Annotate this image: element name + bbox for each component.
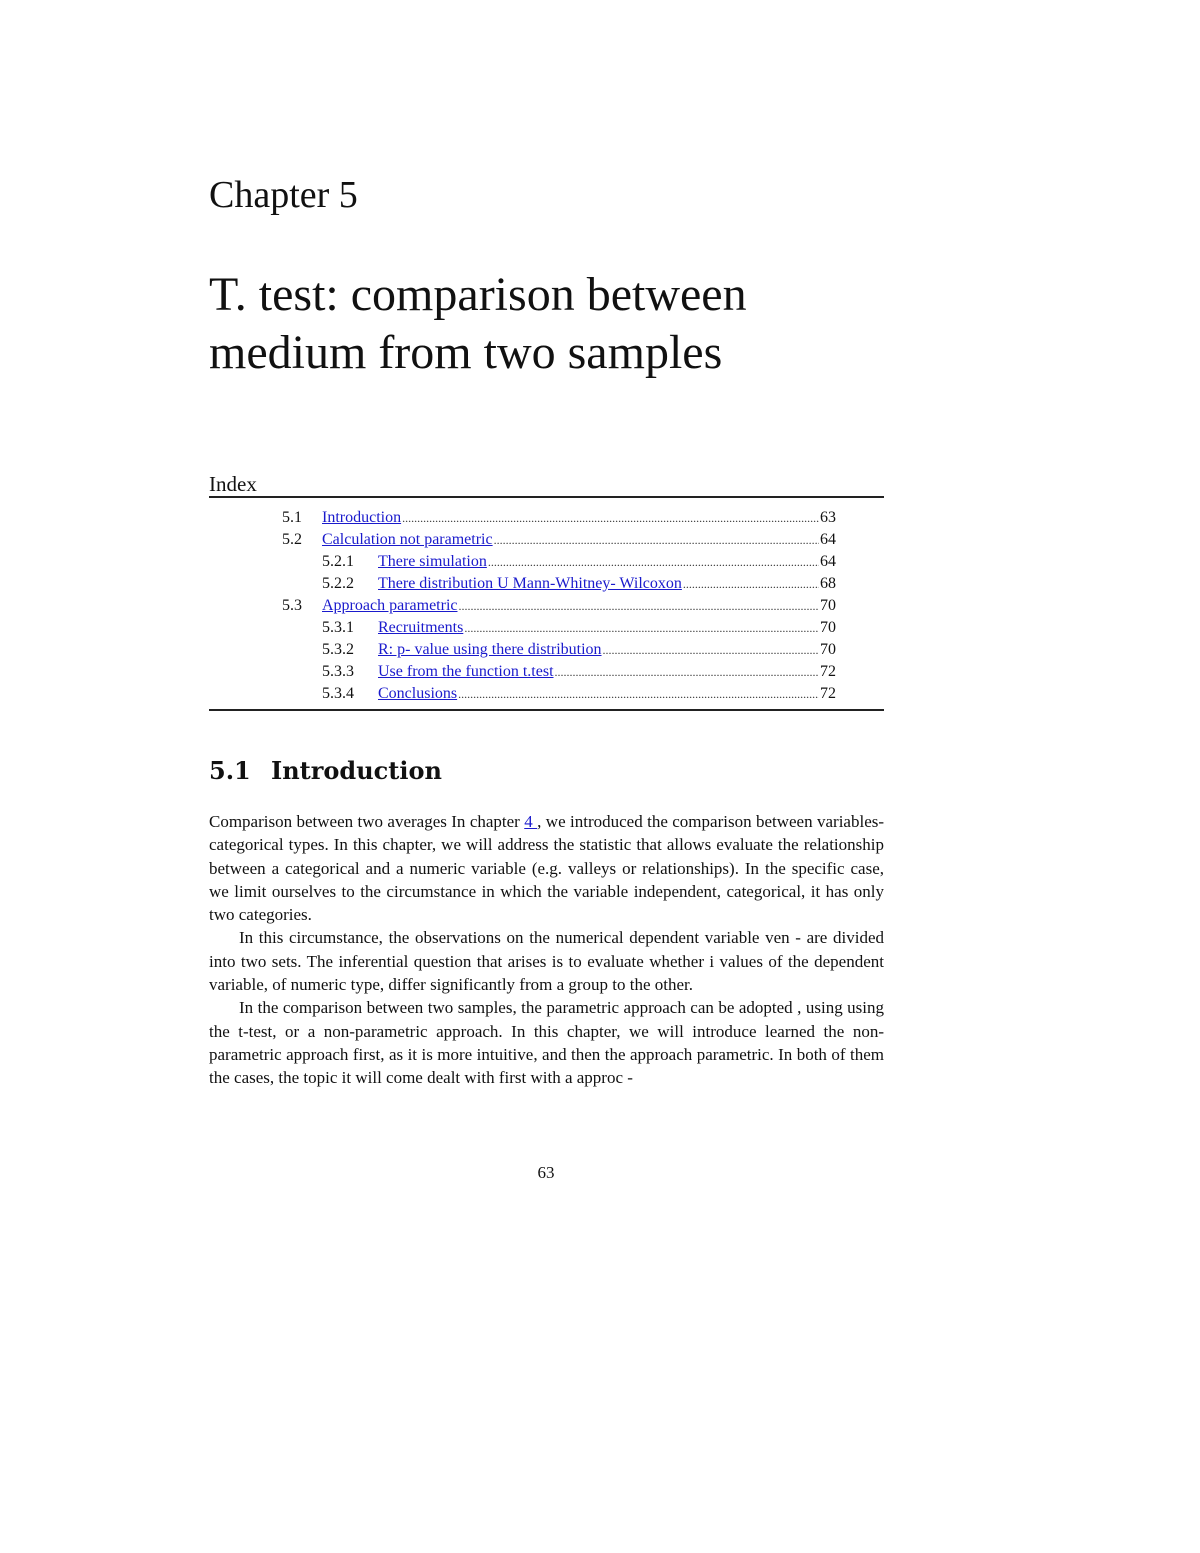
toc-entry-page: 63 xyxy=(820,509,836,526)
paragraph: In the comparison between two samples, the parametric approach can be adopted , using using the t-test, or a non-parametric approach. In this chapter, we will introduce learned the non-parametric approach first, as it is more intuitive, and then the approach parametric. In both of them the cases, the topic it will come dealt with first with a approc - xyxy=(209,998,884,1088)
toc-entry-page: 72 xyxy=(820,685,836,702)
toc-entry-number: 5.3.4 xyxy=(322,685,354,702)
toc-link-introduction[interactable]: Introduction xyxy=(322,509,402,526)
toc-link-mann-whitney[interactable]: There distribution U Mann-Whitney- Wilcoxon xyxy=(378,575,682,592)
toc-entry xyxy=(209,507,884,529)
toc-leader-dots xyxy=(488,551,819,573)
chapter-reference-link[interactable]: 4 xyxy=(524,812,538,831)
toc-entry-page: 64 xyxy=(820,531,836,548)
section-title: Introduction xyxy=(271,756,442,785)
toc-entry xyxy=(209,573,884,595)
table-of-contents xyxy=(209,472,884,711)
toc-entry-number: 5.1 xyxy=(282,509,302,526)
toc-link-calculation-not-parametric[interactable]: Calculation not parametric xyxy=(322,531,493,548)
toc-entry xyxy=(209,639,884,661)
toc-entry-number: 5.3.1 xyxy=(322,619,354,636)
chapter-title-line-1: T. test: comparison between xyxy=(209,268,747,321)
toc-entry-number: 5.3 xyxy=(282,597,302,614)
toc-entry-number: 5.3.2 xyxy=(322,641,354,658)
toc-entry-page: 72 xyxy=(820,663,836,680)
chapter-title-line-2: medium from two samples xyxy=(209,326,723,379)
section-heading xyxy=(209,755,442,787)
toc-link-simulation[interactable]: There simulation xyxy=(378,553,487,570)
toc-link-t-test-function[interactable]: Use from the function t.test xyxy=(378,663,554,680)
toc-list xyxy=(209,507,884,711)
toc-leader-dots xyxy=(603,639,819,661)
toc-entry-number: 5.3.3 xyxy=(322,663,354,680)
index-heading: Index xyxy=(209,472,884,498)
toc-leader-dots xyxy=(494,529,819,551)
paragraph-text: Comparison between two averages In chapter xyxy=(209,812,525,831)
toc-leader-dots xyxy=(458,683,819,705)
toc-link-conclusions[interactable]: Conclusions xyxy=(378,685,458,702)
toc-entry xyxy=(209,595,884,617)
toc-entry xyxy=(209,551,884,573)
toc-entry xyxy=(209,617,884,639)
toc-leader-dots xyxy=(402,507,819,529)
paragraph-text: , we introduced the comparison between variables- categorical types. In this chapter, we will address the statistic that allows evaluate the relationship between a categorical and a numeric variable (e.g. valleys or relationships). In the specific case, we limit ourselves to the circumstance in which the variable independent, categorical, it has only two categories. xyxy=(209,812,885,925)
page-number: 63 xyxy=(537,1163,555,1182)
toc-leader-dots xyxy=(555,661,819,683)
toc-entry-number: 5.2.2 xyxy=(322,575,354,592)
toc-entry xyxy=(209,683,884,705)
toc-entry-page: 70 xyxy=(820,619,836,636)
paragraph: In this circumstance, the observations on the numerical dependent variable ven - are divided into two sets. The inferential question that arises is to evaluate whether i values of the dependent variable, of numeric type, differ significantly from a group to the other. xyxy=(209,928,884,995)
toc-link-p-value[interactable]: R: p- value using there distribution xyxy=(378,641,602,658)
toc-leader-dots xyxy=(458,595,819,617)
body-text xyxy=(209,810,884,1090)
chapter-label: Chapter 5 xyxy=(209,174,358,216)
section-number: 5.1 xyxy=(209,756,251,785)
toc-leader-dots xyxy=(464,617,819,639)
toc-entry-page: 70 xyxy=(820,597,836,614)
toc-entry xyxy=(209,661,884,683)
toc-entry-page: 64 xyxy=(820,553,836,570)
toc-leader-dots xyxy=(683,573,819,595)
toc-entry xyxy=(209,529,884,551)
chapter-title xyxy=(209,266,969,382)
toc-entry-number: 5.2 xyxy=(282,531,302,548)
toc-link-approach-parametric[interactable]: Approach parametric xyxy=(322,597,458,614)
toc-entry-page: 70 xyxy=(820,641,836,658)
toc-link-recruitments[interactable]: Recruitments xyxy=(378,619,464,636)
paragraph xyxy=(209,810,884,926)
toc-entry-page: 68 xyxy=(820,575,836,592)
toc-entry-number: 5.2.1 xyxy=(322,553,354,570)
